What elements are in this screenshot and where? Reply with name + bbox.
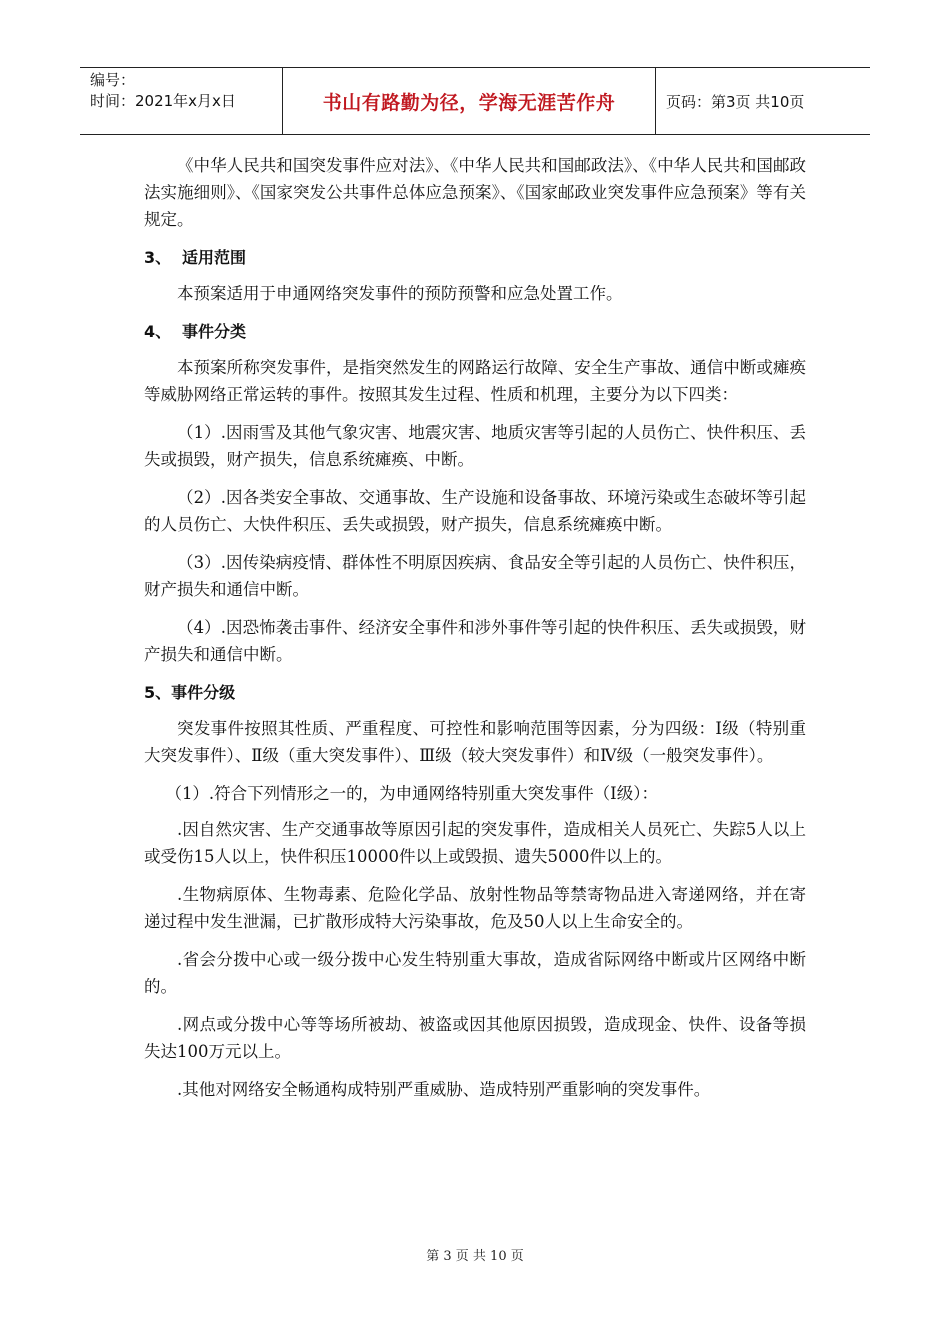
section-number: 3、 (144, 248, 172, 267)
page-header (80, 67, 870, 135)
list-item: .生物病原体、生物毒素、危险化学品、放射性物品等禁寄物品进入寄递网络，并在寄递过程中发生泄漏，已扩散形成特大污染事故，危及50人以上生命安全的。 (144, 885, 806, 931)
document-number-label: 编号： (90, 71, 136, 89)
paragraph-legal-basis: 《中华人民共和国突发事件应对法》、《中华人民共和国邮政法》、《中华人民共和国邮政法实施细则》、《国家突发公共事件总体应急预案》、《国家邮政业突发事件应急预案》等有关规定。 (144, 156, 806, 229)
list-item: （4）.因恐怖袭击事件、经济安全事件和涉外事件等引起的快件积压、丢失或损毁，财产损失和通信中断。 (144, 618, 806, 664)
section-heading-classification (144, 318, 806, 345)
section-heading-scope (144, 244, 806, 271)
document-date: 时间：2021年x月x日 (90, 92, 236, 110)
paragraph-level-one-criteria: （1）.符合下列情形之一的，为申通网络特别重大突发事件（Ⅰ级）： (165, 784, 658, 803)
section-title: 适用范围 (182, 248, 247, 267)
paragraph-grading-intro: 突发事件按照其性质、严重程度、可控性和影响范围等因素，分为四级：Ⅰ级（特别重大突发事件）、Ⅱ级（重大突发事件）、Ⅲ级（较大突发事件）和Ⅳ级（一般突发事件）。 (144, 719, 806, 765)
list-item: .省会分拨中心或一级分拨中心发生特别重大事故，造成省际网络中断或片区网络中断的。 (144, 950, 806, 996)
list-item: .其他对网络安全畅通构成特别严重威胁、造成特别严重影响的突发事件。 (177, 1080, 711, 1099)
paragraph-scope: 本预案适用于申通网络突发事件的预防预警和应急处置工作。 (177, 284, 623, 303)
list-item: .因自然灾害、生产交通事故等原因引起的突发事件，造成相关人员死亡、失踪5人以上或受伤15人以上，快件积压10000件以上或毁损、遗失5000件以上的。 (144, 820, 806, 866)
section-title: 事件分类 (182, 322, 247, 341)
list-item: .网点或分拨中心等等场所被劫、被盗或因其他原因损毁，造成现金、快件、设备等损失达100万元以上。 (144, 1015, 806, 1061)
section-heading-grading: 5、事件分级 (144, 683, 236, 702)
list-item: （1）.因雨雪及其他气象灾害、地震灾害、地质灾害等引起的人员伤亡、快件积压、丢失或损毁，财产损失，信息系统瘫痪、中断。 (144, 423, 806, 469)
list-item: （3）.因传染病疫情、群体性不明原因疾病、食品安全等引起的人员伤亡、快件积压，财产损失和通信中断。 (144, 553, 806, 599)
header-page-info: 页码：第3页 共10页 (666, 92, 805, 111)
paragraph-classification-intro: 本预案所称突发事件，是指突然发生的网路运行故障、安全生产事故、通信中断或瘫痪等威胁网络正常运转的事件。按照其发生过程、性质和机理，主要分为以下四类： (144, 358, 806, 404)
page-footer: 第 3 页 共 10 页 (426, 1249, 524, 1264)
header-meta (80, 68, 283, 134)
document-body (144, 152, 806, 1114)
list-item: （2）.因各类安全事故、交通事故、生产设施和设备事故、环境污染或生态破坏等引起的人员伤亡、大快件积压、丢失或损毁，财产损失，信息系统瘫痪中断。 (144, 488, 806, 534)
header-motto: 书山有路勤为径，学海无涯苦作舟 (283, 68, 656, 134)
section-number: 4、 (144, 322, 172, 341)
